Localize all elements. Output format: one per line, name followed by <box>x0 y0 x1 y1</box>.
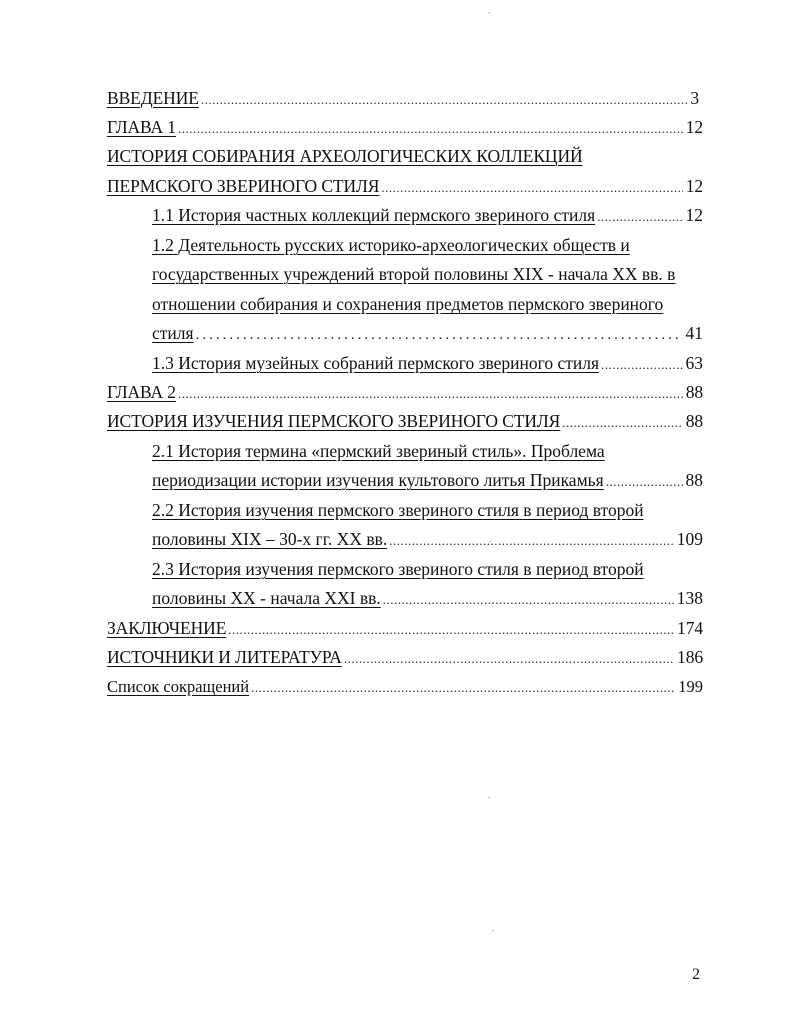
toc-page-number: 12 <box>685 176 703 196</box>
toc-entry-chapter1-name-line2[interactable] <box>107 176 703 198</box>
toc-page-number: 63 <box>685 353 703 373</box>
toc-entry-title: 1.2 Деятельность русских историко-археологических обществ и <box>152 235 630 255</box>
toc-entry-chapter1-name-line1[interactable] <box>107 146 583 166</box>
dot-leader <box>178 384 683 404</box>
toc-entry-intro[interactable] <box>107 88 699 110</box>
toc-entry-section-2-1-line2[interactable] <box>152 470 703 492</box>
toc-entry-title: Список сокращений <box>107 677 250 696</box>
toc-entry-section-2-2-line2[interactable] <box>152 529 703 551</box>
dot-leader <box>389 531 674 551</box>
toc-entry-title: ЗАКЛЮЧЕНИЕ <box>107 618 227 638</box>
dot-leader <box>381 178 682 198</box>
toc-page-number: 12 <box>685 117 703 137</box>
dot-leader <box>344 649 674 669</box>
toc-page-number: 199 <box>678 677 703 696</box>
toc-entry-section-1-1[interactable] <box>152 205 703 227</box>
toc-entry-title: 2.1 История термина «пермский звериный стиль». Проблема <box>152 441 605 461</box>
toc-entry-title: 1.3 История музейных собраний пермского звериного стиля <box>152 353 600 373</box>
toc-entry-title: ПЕРМСКОГО ЗВЕРИНОГО СТИЛЯ <box>107 176 380 196</box>
dot-leader <box>383 590 674 610</box>
scan-speck <box>492 930 494 931</box>
dot-leader <box>597 207 682 227</box>
dot-leader <box>201 90 688 110</box>
toc-entry-section-2-2-line1[interactable] <box>152 500 644 520</box>
toc-entry-chapter2[interactable] <box>107 382 703 404</box>
toc-entry-section-1-2-line1[interactable] <box>152 235 630 255</box>
dot-leader <box>562 413 682 433</box>
toc-entry-section-1-2-line3[interactable] <box>152 294 663 314</box>
toc-entry-title: ГЛАВА 2 <box>107 382 176 402</box>
toc-page-number: 3 <box>690 88 699 108</box>
scan-speck <box>488 12 490 13</box>
toc-entry-section-2-1-line1[interactable] <box>152 441 605 461</box>
toc-page-number: 88 <box>685 411 703 431</box>
toc-entry-sources[interactable] <box>107 647 703 669</box>
dot-leader <box>178 119 683 139</box>
toc-entry-title: ИСТОРИЯ СОБИРАНИЯ АРХЕОЛОГИЧЕСКИХ КОЛЛЕКЦИЙ <box>107 146 583 166</box>
toc-entry-title: государственных учреждений второй половины XIX - начала XX вв. в <box>152 264 676 284</box>
toc-page-number: 88 <box>685 382 703 402</box>
toc-entry-section-1-2-line2[interactable] <box>152 264 675 284</box>
dot-leader <box>228 620 674 640</box>
toc-page-number: 41 <box>685 323 703 343</box>
toc-entry-title: ИСТОРИЯ ИЗУЧЕНИЯ ПЕРМСКОГО ЗВЕРИНОГО СТИЛЯ <box>107 411 561 431</box>
toc-entry-section-2-3-line1[interactable] <box>152 559 644 579</box>
toc-page-number: 138 <box>676 588 703 608</box>
toc-entry-title: 1.1 История частных коллекций пермского звериного стиля <box>152 205 596 225</box>
toc-entry-title: ИСТОЧНИКИ И ЛИТЕРАТУРА <box>107 647 342 667</box>
toc-entry-title: 2.2 История изучения пермского звериного стиля в период второй <box>152 500 644 520</box>
toc-entry-abbreviations[interactable] <box>107 677 703 698</box>
toc-entry-title: половины XIX – 30-х гг. XX вв. <box>152 529 388 549</box>
toc-entry-conclusion[interactable] <box>107 618 703 640</box>
dot-leader <box>601 355 682 375</box>
toc-page-number: 186 <box>677 647 703 667</box>
toc-entry-title: половины XX - начала XXI вв. <box>152 588 381 608</box>
toc-entry-chapter1[interactable] <box>107 117 703 139</box>
toc-entry-chapter2-name[interactable] <box>107 411 703 433</box>
toc-entry-title: отношении собирания и сохранения предметов пермского звериного <box>152 294 664 314</box>
toc-entry-section-1-3[interactable] <box>152 353 703 375</box>
toc-entry-title: ГЛАВА 1 <box>107 117 176 137</box>
toc-entry-title: ВВЕДЕНИЕ <box>107 88 199 108</box>
toc-entry-section-2-3-line2[interactable] <box>152 588 703 610</box>
dot-leader <box>251 678 675 698</box>
dot-leader <box>196 325 683 345</box>
toc-entry-section-1-2-line4[interactable] <box>152 323 703 345</box>
toc-entry-title: 2.3 История изучения пермского звериного стиля в период второй <box>152 559 644 579</box>
toc-page-number: 12 <box>685 205 703 225</box>
toc-page-number: 174 <box>677 618 703 638</box>
toc-page-number: 109 <box>676 529 703 549</box>
toc-page-number: 88 <box>685 470 703 490</box>
toc-entry-title: периодизации истории изучения культового литья Прикамья <box>152 470 604 490</box>
toc-entry-title: стиля <box>152 323 194 343</box>
scan-speck <box>489 541 491 542</box>
scan-speck <box>488 797 490 798</box>
dot-leader <box>606 472 683 492</box>
page-number: 2 <box>692 966 700 983</box>
